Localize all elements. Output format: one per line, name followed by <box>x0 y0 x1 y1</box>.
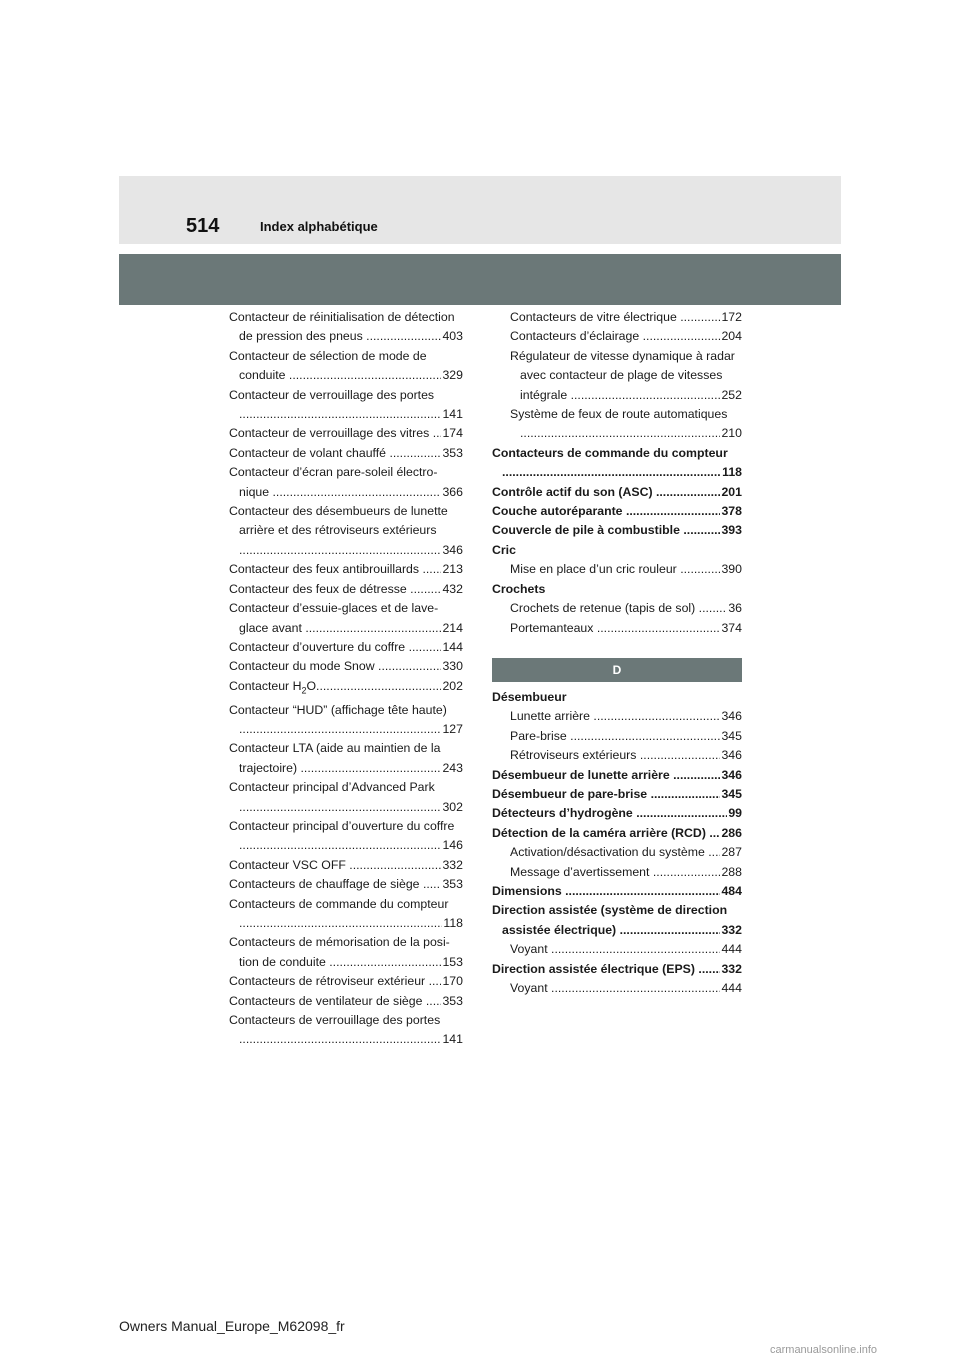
page-reference: 99 <box>728 806 742 821</box>
dot-leader <box>680 308 720 327</box>
index-entry <box>492 483 742 502</box>
dot-leader <box>502 463 721 482</box>
index-entry-line <box>492 707 742 726</box>
index-column-left <box>229 308 463 1050</box>
page-reference: 210 <box>721 426 742 441</box>
index-entry <box>492 843 742 862</box>
dot-leader <box>571 386 721 405</box>
dot-leader <box>273 483 442 502</box>
index-entry-text: Contacteurs de commande du compteur <box>229 896 449 911</box>
index-entry-text: Contacteurs de vitre électrique <box>510 310 677 324</box>
index-entry <box>492 619 742 638</box>
index-entry-line <box>492 463 742 482</box>
index-entry-line <box>229 817 463 836</box>
index-entry-text: Contacteur $H_2O$ <box>229 678 317 696</box>
index-entry-text: Contacteurs d’éclairage <box>510 329 640 344</box>
page-reference: 403 <box>442 329 463 344</box>
index-entry-line <box>229 836 463 855</box>
dot-leader <box>520 424 720 443</box>
index-entry-line <box>492 541 742 560</box>
index-entry-text: trajectoire) <box>239 760 298 775</box>
page-reference: 287 <box>721 845 742 860</box>
index-entry-text: de pression des pneus <box>239 329 363 344</box>
dot-leader <box>239 720 441 739</box>
watermark: carmanualsonline.info <box>770 1344 878 1356</box>
index-entry <box>229 580 463 599</box>
page-reference: 444 <box>721 942 742 957</box>
index-entry-text: Système de feux de route automatiques <box>510 407 728 422</box>
index-entry-line <box>492 366 742 385</box>
page-reference: 146 <box>442 838 463 853</box>
dot-leader <box>636 804 727 823</box>
index-entry <box>229 444 463 463</box>
index-entry <box>492 960 742 979</box>
index-entry-line <box>492 824 742 843</box>
index-entry <box>492 727 742 746</box>
dot-leader <box>433 424 442 443</box>
index-entry-text: Désembueur de lunette arrière <box>492 767 670 782</box>
index-entry <box>492 746 742 765</box>
index-letter-heading: D <box>492 658 742 682</box>
index-entry <box>492 940 742 959</box>
index-entry-line <box>492 308 742 327</box>
index-entry-text: Contacteur VSC OFF <box>229 857 346 872</box>
index-entry-line <box>492 599 742 618</box>
index-column-right <box>492 308 742 998</box>
dot-leader <box>239 541 441 560</box>
index-entry-line <box>492 405 742 424</box>
index-entry <box>229 992 463 1011</box>
dot-leader <box>683 521 720 540</box>
page-reference: 170 <box>442 974 463 989</box>
index-entry-line <box>492 746 742 765</box>
page-reference: 302 <box>442 799 463 814</box>
dot-leader <box>409 638 442 657</box>
index-entry-line <box>229 895 463 914</box>
index-entry-text: Détection de la caméra arrière (RCD) <box>492 825 706 840</box>
index-entry-text: Contacteur LTA (aide au maintien de la <box>229 741 441 756</box>
index-entry <box>492 863 742 882</box>
dot-leader <box>289 366 442 385</box>
dot-leader <box>239 836 441 855</box>
dot-leader <box>426 992 442 1011</box>
index-entry-line <box>492 979 742 998</box>
index-entry-text: Direction assistée électrique (EPS) <box>492 961 695 976</box>
index-entry-text: Portemanteaux <box>510 620 594 635</box>
page-reference: 118 <box>722 465 742 480</box>
index-entry-line <box>492 580 742 599</box>
page-reference: 141 <box>442 407 463 422</box>
page-reference: 118 <box>443 916 463 931</box>
index-entry-line <box>492 960 742 979</box>
index-entry-line <box>229 347 463 366</box>
index-entry-line <box>229 1011 463 1030</box>
dot-leader <box>239 798 441 817</box>
page-reference: 202 <box>442 678 463 693</box>
index-entry-line <box>229 599 463 618</box>
index-entry-line <box>492 843 742 862</box>
dot-leader <box>316 677 441 701</box>
index-entry-line <box>229 463 463 482</box>
index-entry-text: Message d’avertissement <box>510 864 650 879</box>
index-entry-line <box>229 677 463 701</box>
index-entry-line <box>492 347 742 366</box>
index-entry-line <box>229 778 463 797</box>
index-entry-text: Couche autoréparante <box>492 504 623 519</box>
index-entry-line <box>492 921 742 940</box>
index-entry-line <box>229 521 463 540</box>
index-entry-line <box>229 560 463 579</box>
index-entry-text: Contacteur de verrouillage des portes <box>229 387 435 402</box>
index-entry-line <box>229 386 463 405</box>
dot-leader <box>620 921 721 940</box>
page-reference: 330 <box>442 659 463 674</box>
page-reference: 374 <box>721 620 742 635</box>
index-entry-text: Rétroviseurs extérieurs <box>510 748 637 763</box>
dot-leader <box>329 953 441 972</box>
index-entry-text: Contacteur principal d’Advanced Park <box>229 780 435 795</box>
dot-leader <box>626 502 721 521</box>
page-reference: 393 <box>721 523 742 538</box>
index-entry-text: Contacteur des désembueurs de lunette <box>229 504 448 519</box>
page-reference: 378 <box>721 504 742 519</box>
page-reference: 390 <box>721 562 742 577</box>
index-entry <box>229 1011 463 1050</box>
index-entry <box>229 424 463 443</box>
index-entry <box>492 785 742 804</box>
dot-leader <box>239 914 442 933</box>
page-reference: 286 <box>721 825 742 840</box>
index-entry-text: Contacteur d’essuie-glaces et de lave- <box>229 601 439 616</box>
index-entry-text: Contacteurs de commande du compteur <box>492 445 728 460</box>
page-reference: 432 <box>442 581 463 596</box>
index-entry <box>492 901 742 940</box>
dot-leader <box>708 843 720 862</box>
index-entry-text: arrière et des rétroviseurs extérieurs <box>239 523 437 538</box>
index-entry <box>229 560 463 579</box>
dot-leader <box>349 856 441 875</box>
index-entry-text: Direction assistée (système de direction <box>492 903 728 918</box>
index-entry <box>492 882 742 901</box>
index-entry-text: Contacteur de verrouillage des vitres <box>229 426 430 441</box>
index-entry <box>229 875 463 894</box>
index-entry-line <box>492 386 742 405</box>
dot-leader <box>673 766 720 785</box>
page-reference: 332 <box>442 857 463 872</box>
dot-leader <box>239 1030 441 1049</box>
index-entry-line <box>492 785 742 804</box>
index-entry <box>492 580 742 599</box>
index-entry-text: Contrôle actif du son (ASC) <box>492 484 653 499</box>
dot-leader <box>239 405 441 424</box>
index-entry <box>492 308 742 327</box>
index-entry <box>229 638 463 657</box>
index-entry <box>492 541 742 560</box>
index-entry-line <box>229 444 463 463</box>
index-entry-text: Activation/désactivation du système <box>510 845 705 860</box>
index-entry-line <box>492 766 742 785</box>
index-entry-line <box>229 638 463 657</box>
index-entry-text: Voyant <box>510 981 548 995</box>
index-entry-text: Contacteur du mode Snow <box>229 659 375 674</box>
index-entry-line <box>229 619 463 638</box>
index-entry-text: Détecteurs d’hydrogène <box>492 806 633 821</box>
page-reference: 252 <box>721 387 742 402</box>
index-entry-text: Dimensions <box>492 883 562 898</box>
index-entry-line <box>229 366 463 385</box>
page-reference: 484 <box>721 883 742 898</box>
index-entry <box>492 766 742 785</box>
index-entry-text: tion de conduite <box>239 954 326 969</box>
index-entry-text: Contacteur d’écran pare-soleil électro- <box>229 465 438 480</box>
index-entry-line <box>492 940 742 959</box>
index-entry-line <box>492 688 742 707</box>
index-entry-line <box>229 657 463 676</box>
index-entry <box>492 405 742 444</box>
dot-leader <box>570 727 720 746</box>
dot-leader <box>593 707 720 726</box>
page-reference: 332 <box>721 922 742 937</box>
index-entry-text: nique <box>239 484 270 499</box>
page-reference: 144 <box>442 639 463 654</box>
page-reference: 288 <box>721 864 742 879</box>
index-entry-line <box>229 701 463 720</box>
index-entry <box>492 521 742 540</box>
index-entry <box>229 308 463 347</box>
index-entry-text: Désembueur de pare-brise <box>492 786 648 801</box>
index-entry <box>492 502 742 521</box>
index-entry-line <box>492 327 742 346</box>
index-entry-line <box>229 1030 463 1049</box>
index-entry-line <box>229 933 463 952</box>
index-entry-text: Désembueur <box>492 689 567 704</box>
page-reference: 346 <box>721 709 742 724</box>
index-entry-line <box>492 483 742 502</box>
dot-leader <box>709 824 720 843</box>
index-entry-text: Contacteur des feux antibrouillards <box>229 562 420 577</box>
index-entry-text: Contacteur de sélection de mode de <box>229 348 427 363</box>
index-entry-text: Cric <box>492 542 516 557</box>
page-reference: 329 <box>442 368 463 383</box>
index-entry <box>229 386 463 425</box>
index-entry-line <box>229 720 463 739</box>
index-entry-text: Crochets de retenue (tapis de sol) <box>510 601 696 616</box>
index-entry <box>229 933 463 972</box>
index-entry-line <box>492 901 742 920</box>
page-reference: 366 <box>442 484 463 499</box>
index-entry-line <box>492 882 742 901</box>
page-reference: 174 <box>442 426 463 441</box>
page-reference: 153 <box>442 954 463 969</box>
index-entry-line <box>229 739 463 758</box>
dot-leader <box>366 327 441 346</box>
index-entry-line <box>229 798 463 817</box>
index-entry-line <box>492 521 742 540</box>
page-reference: 353 <box>442 445 463 460</box>
dot-leader <box>378 657 441 676</box>
index-entry <box>229 856 463 875</box>
index-entry <box>492 979 742 998</box>
index-entry <box>229 817 463 856</box>
footer-document-name: Owners Manual_Europe_M62098_fr <box>119 1318 345 1334</box>
dot-leader <box>429 972 442 991</box>
dot-leader <box>422 560 441 579</box>
page-reference: 345 <box>721 786 742 801</box>
index-entry-text: intégrale <box>520 387 568 402</box>
index-entry-line <box>229 541 463 560</box>
index-entry-text: Contacteurs de chauffage de siège <box>229 877 420 892</box>
page-reference: 346 <box>721 767 742 782</box>
dot-leader <box>653 863 721 882</box>
page-reference: 243 <box>442 760 463 775</box>
dot-leader <box>643 327 721 346</box>
index-entry-text: Contacteur de volant chauffé <box>229 445 387 460</box>
index-entry-text: Régulateur de vitesse dynamique à radar <box>510 348 735 363</box>
index-entry-line <box>229 424 463 443</box>
index-entry <box>492 444 742 483</box>
index-entry <box>492 560 742 579</box>
dot-leader <box>699 599 728 618</box>
index-entry-text: Contacteur de réinitialisation de détection <box>229 310 455 324</box>
index-entry <box>229 677 463 701</box>
index-entry <box>229 895 463 934</box>
index-entry-text: glace avant <box>239 620 302 635</box>
index-entry-line <box>229 483 463 502</box>
page-reference: 214 <box>442 620 463 635</box>
dot-leader <box>698 960 720 979</box>
index-entry-line <box>492 727 742 746</box>
dot-leader <box>551 979 720 998</box>
index-entry <box>229 701 463 740</box>
index-entry <box>492 804 742 823</box>
page-reference: 204 <box>721 329 742 344</box>
index-entry <box>229 778 463 817</box>
dot-leader <box>656 483 721 502</box>
page-reference: 345 <box>721 728 742 743</box>
index-entry-text: conduite <box>239 368 286 383</box>
section-title: Index alphabétique <box>260 219 378 234</box>
index-entry-text: Pare-brise <box>510 728 567 743</box>
dot-leader <box>597 619 721 638</box>
index-entry-line <box>229 502 463 521</box>
dot-leader <box>651 785 721 804</box>
page-reference: 353 <box>442 993 463 1008</box>
index-entry <box>492 327 742 346</box>
index-entry-line <box>229 856 463 875</box>
index-entry-text: assistée électrique) <box>502 922 617 937</box>
index-entry <box>492 688 742 707</box>
dot-leader <box>640 746 721 765</box>
index-entry <box>492 824 742 843</box>
index-entry-line <box>229 405 463 424</box>
index-entry-line <box>492 560 742 579</box>
index-entry-text: Crochets <box>492 581 546 596</box>
index-entry <box>229 657 463 676</box>
page-reference: 332 <box>721 961 742 976</box>
index-entry-line <box>229 759 463 778</box>
index-entry <box>492 599 742 618</box>
index-entry-line <box>492 863 742 882</box>
header-dark-band <box>119 254 841 305</box>
index-entry-text: Contacteur d’ouverture du coffre <box>229 639 406 654</box>
page-reference: 444 <box>721 981 742 995</box>
page-reference: 346 <box>721 748 742 763</box>
index-entry-line <box>492 502 742 521</box>
index-entry-line <box>229 972 463 991</box>
index-entry <box>229 502 463 560</box>
index-entry-text: Contacteur principal d’ouverture du coffre <box>229 819 455 834</box>
index-entry-line <box>229 308 463 327</box>
index-entry-text: Contacteurs de rétroviseur extérieur <box>229 974 426 989</box>
page-reference: 353 <box>442 877 463 892</box>
page-reference: 172 <box>721 310 742 324</box>
dot-leader <box>680 560 720 579</box>
page-reference: 346 <box>442 542 463 557</box>
header-band <box>119 176 841 244</box>
dot-leader <box>565 882 720 901</box>
dot-leader <box>410 580 441 599</box>
page-reference: 201 <box>721 484 742 499</box>
index-entry <box>229 739 463 778</box>
index-entry-text: Couvercle de pile à combustible <box>492 523 680 538</box>
page-reference: 127 <box>442 721 463 736</box>
dot-leader <box>301 759 442 778</box>
dot-leader <box>551 940 720 959</box>
page-reference: 213 <box>442 562 463 577</box>
index-entry-text: Contacteurs de verrouillage des portes <box>229 1013 441 1028</box>
index-entry <box>229 599 463 638</box>
index-entry <box>229 972 463 991</box>
index-entry-line <box>492 804 742 823</box>
index-entry-line <box>229 875 463 894</box>
dot-leader <box>305 619 441 638</box>
index-entry <box>229 463 463 502</box>
index-entry-text: Contacteur des feux de détresse <box>229 581 407 596</box>
index-entry-line <box>492 444 742 463</box>
index-entry <box>492 707 742 726</box>
index-entry-line <box>492 619 742 638</box>
index-entry <box>229 347 463 386</box>
index-entry-line <box>229 953 463 972</box>
index-entry-line <box>229 914 463 933</box>
index-entry-text: Voyant <box>510 942 548 957</box>
index-entry-text: Contacteurs de mémorisation de la posi- <box>229 935 450 950</box>
index-entry-text: Contacteurs de ventilateur de siège <box>229 993 423 1008</box>
index-entry-text: Lunette arrière <box>510 709 590 724</box>
index-entry-text: Mise en place d’un cric rouleur <box>510 562 677 577</box>
index-entry-text: avec contacteur de plage de vitesses <box>520 368 723 383</box>
index-entry-line <box>229 327 463 346</box>
dot-leader <box>423 875 442 894</box>
dot-leader <box>389 444 441 463</box>
index-entry-line <box>492 424 742 443</box>
index-entry-line <box>229 992 463 1011</box>
page-reference: 141 <box>442 1032 463 1047</box>
index-entry-text: Contacteur “HUD” (affichage tête haute) <box>229 702 447 717</box>
index-entry <box>492 347 742 405</box>
page-number: 514 <box>186 215 220 237</box>
index-entry-line <box>229 580 463 599</box>
page-reference: 36 <box>728 601 742 616</box>
